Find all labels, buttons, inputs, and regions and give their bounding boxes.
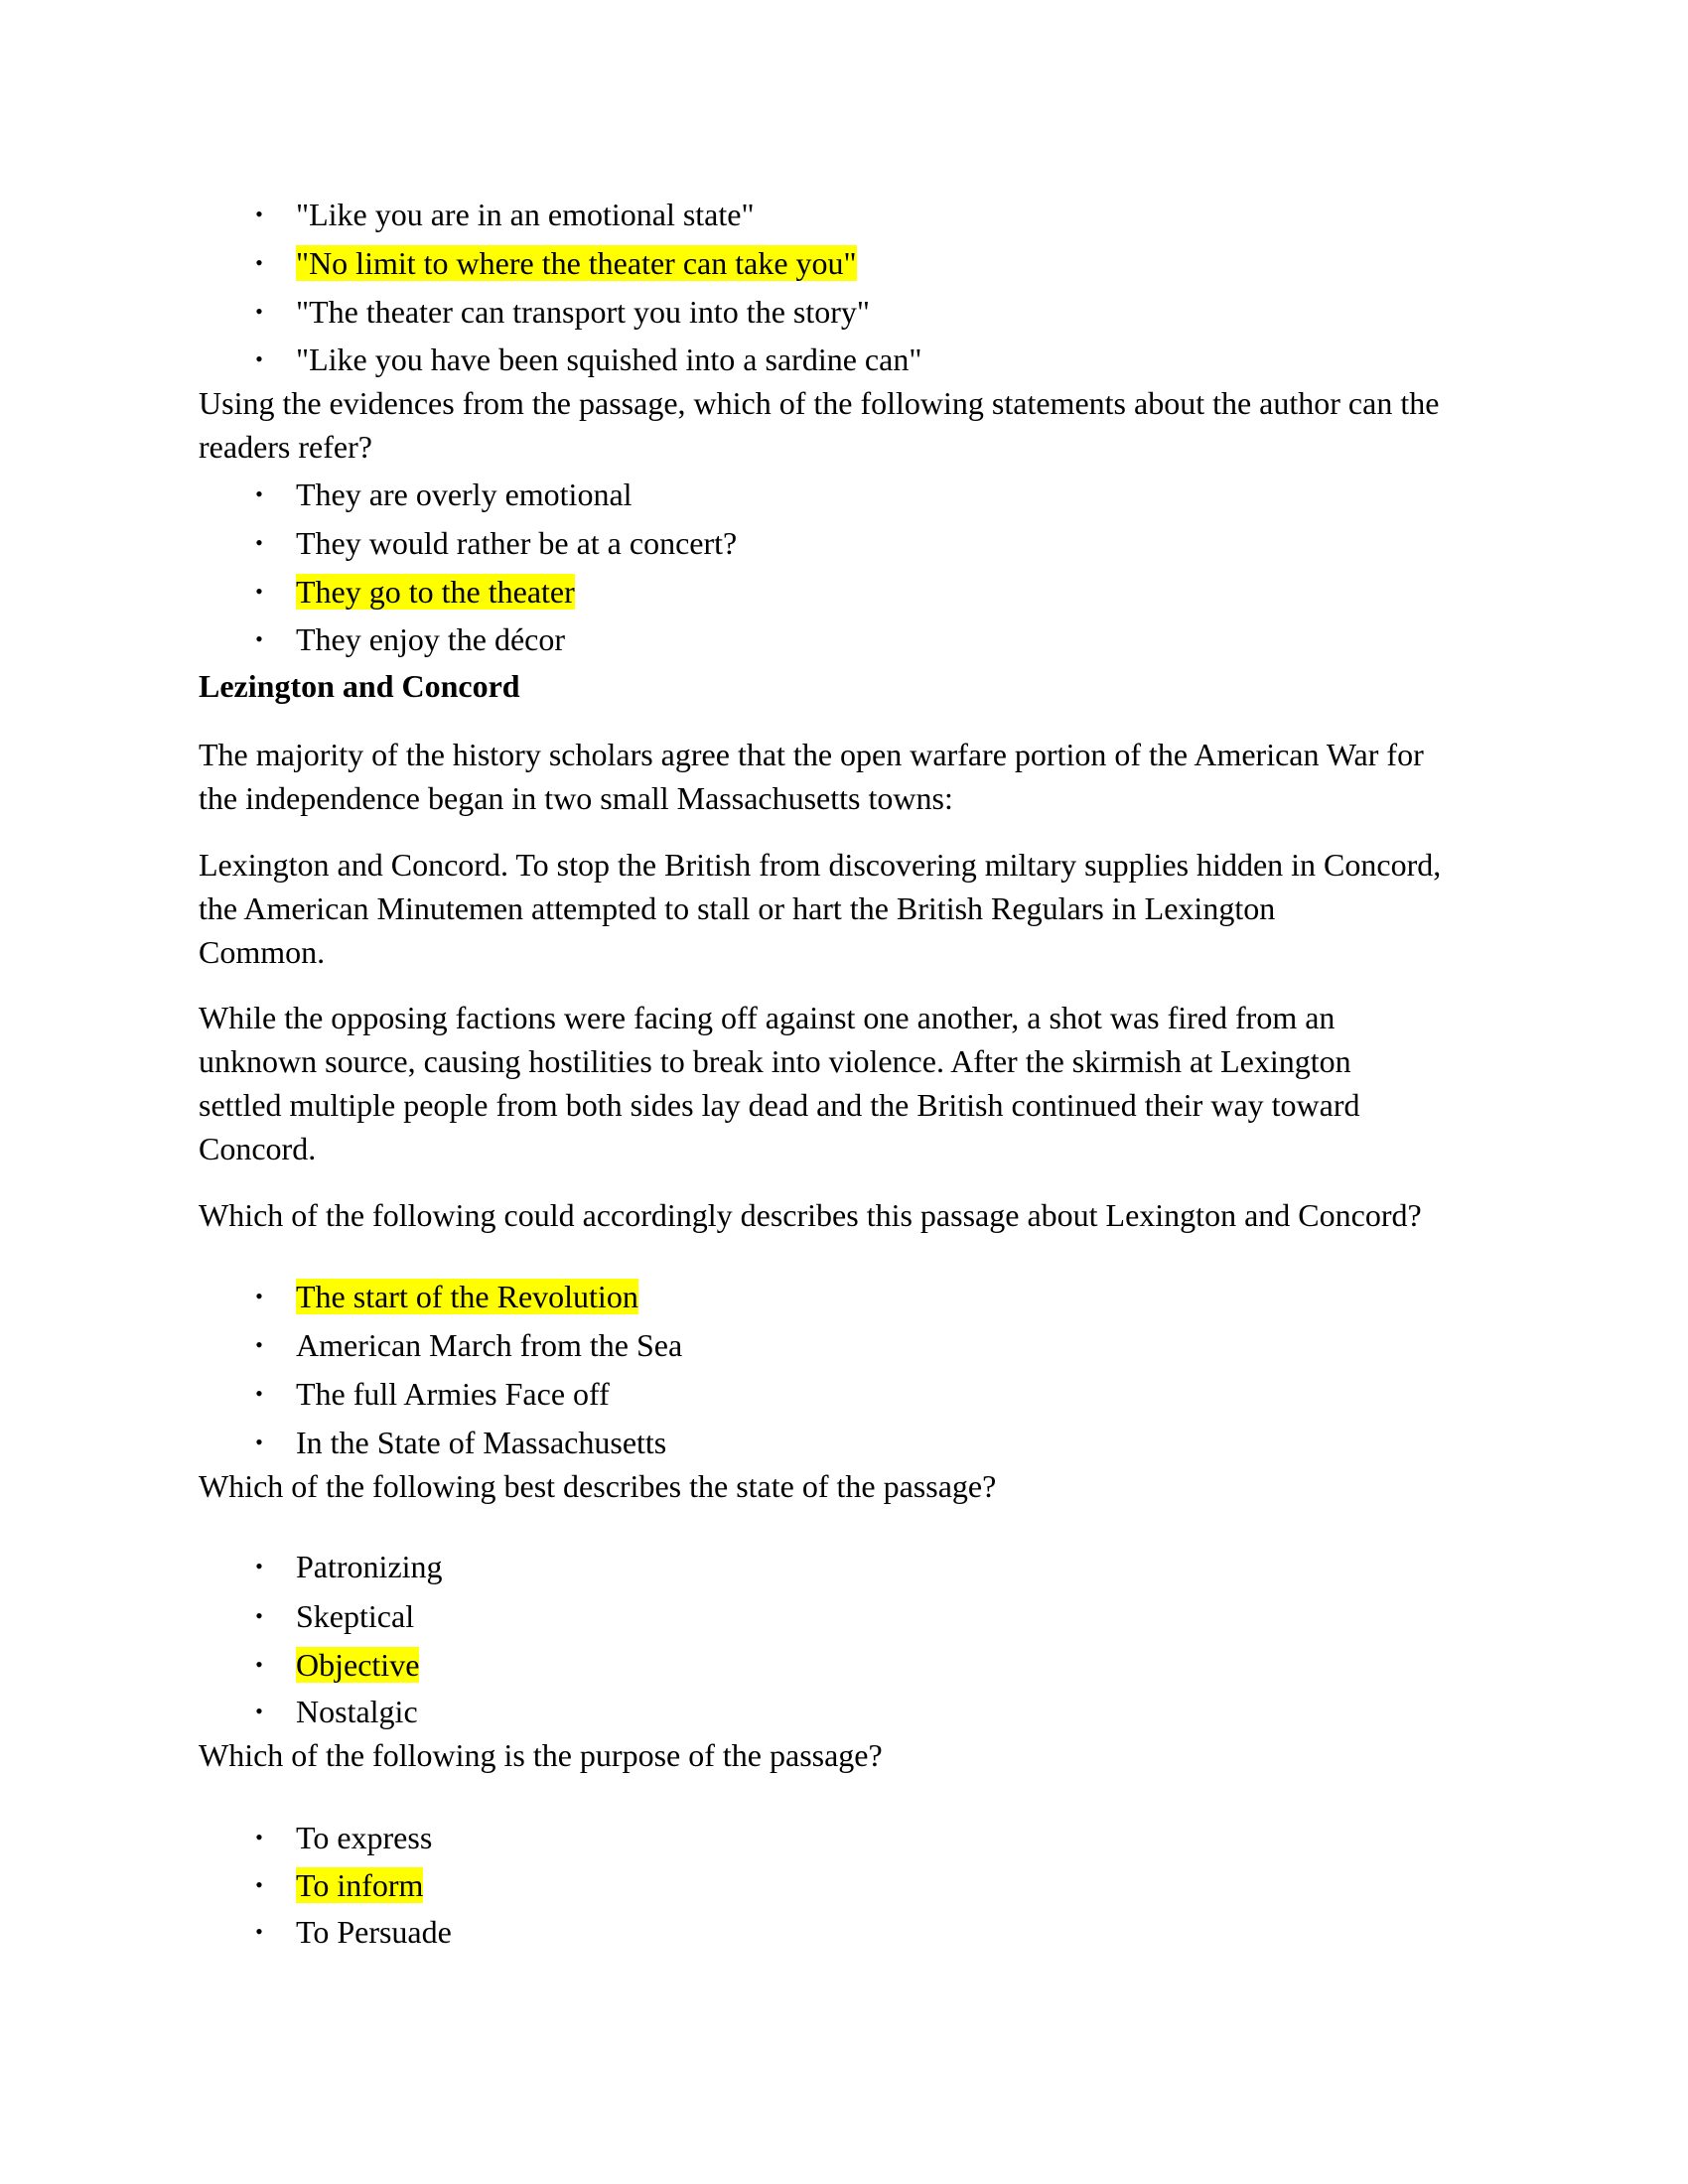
bullet-icon: • [255, 530, 263, 555]
q1-option: "Like you are in an emotional state" [296, 197, 755, 232]
q3-question: Which of the following could accordingly describes this passage about Lexington and Concord? [199, 1197, 1422, 1233]
highlight: To inform [296, 1867, 424, 1903]
bullet-icon: • [255, 1872, 263, 1897]
bullet-icon: • [255, 1652, 263, 1677]
bullet-icon: • [255, 1825, 263, 1849]
passage-line: While the opposing factions were facing off against one another, a shot was fired from an [199, 1000, 1336, 1035]
passage-line: unknown source, causing hostilities to break into violence. After the skirmish at Lexington [199, 1043, 1351, 1079]
passage-line: the American Minutemen attempted to stall or hart the British Regulars in Lexington [199, 890, 1276, 926]
q3-option: American March from the Sea [296, 1327, 683, 1363]
bullet-icon: • [255, 1554, 263, 1578]
passage-line: Concord. [199, 1131, 317, 1166]
highlight: "No limit to where the theater can take you" [296, 245, 857, 281]
q4-option-highlighted [296, 1643, 419, 1687]
bullet-icon: • [255, 1699, 263, 1723]
q2-option-highlighted [296, 570, 575, 614]
passage-line: The majority of the history scholars agree that the open warfare portion of the American War for [199, 737, 1424, 772]
q5-option-highlighted [296, 1863, 423, 1907]
highlight: They go to the theater [296, 574, 575, 610]
passage-line: Common. [199, 934, 326, 970]
highlight: Objective [296, 1647, 420, 1683]
q2-question-line: readers refer? [199, 429, 372, 465]
q4-option: Skeptical [296, 1598, 415, 1634]
q2-option: They enjoy the décor [296, 621, 565, 657]
passage-line: Lexington and Concord. To stop the British from discovering miltary supplies hidden in Concord, [199, 847, 1442, 883]
bullet-icon: • [255, 250, 263, 275]
bullet-icon: • [255, 299, 263, 324]
passage-line: settled multiple people from both sides lay dead and the British continued their way toward [199, 1087, 1360, 1123]
q2-option: They would rather be at a concert? [296, 525, 738, 561]
bullet-icon: • [255, 1919, 263, 1944]
q3-option-highlighted [296, 1275, 638, 1318]
q3-option: The full Armies Face off [296, 1376, 610, 1412]
bullet-icon: • [255, 1332, 263, 1357]
bullet-icon: • [255, 1430, 263, 1454]
section-title: Lezington and Concord [199, 668, 520, 704]
bullet-icon: • [255, 202, 263, 226]
q5-option: To Persuade [296, 1914, 452, 1950]
bullet-icon: • [255, 481, 263, 506]
q2-question-line: Using the evidences from the passage, which of the following statements about the author can the [199, 385, 1440, 421]
bullet-icon: • [255, 346, 263, 371]
q2-option: They are overly emotional [296, 477, 633, 512]
q4-option: Patronizing [296, 1549, 443, 1584]
bullet-icon: • [255, 579, 263, 604]
q1-option: "The theater can transport you into the story" [296, 294, 870, 330]
bullet-icon: • [255, 1381, 263, 1406]
bullet-icon: • [255, 1603, 263, 1628]
q1-option-highlighted [296, 241, 857, 285]
bullet-icon: • [255, 1284, 263, 1308]
q4-option: Nostalgic [296, 1694, 418, 1729]
q3-option: In the State of Massachusetts [296, 1425, 667, 1460]
passage-line: the independence began in two small Massachusetts towns: [199, 780, 953, 816]
highlight: The start of the Revolution [296, 1279, 638, 1314]
bullet-icon: • [255, 626, 263, 651]
q5-option: To express [296, 1820, 433, 1855]
q1-option: "Like you have been squished into a sardine can" [296, 341, 922, 377]
q4-question: Which of the following best describes the state of the passage? [199, 1468, 997, 1504]
q5-question: Which of the following is the purpose of the passage? [199, 1737, 883, 1773]
